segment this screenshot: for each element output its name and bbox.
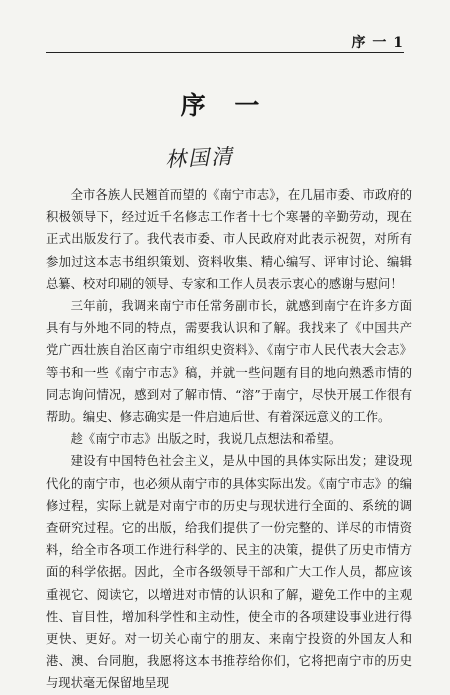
paragraph: 全市各族人民翘首而望的《南宁市志》，在几届市委、市政府的积极领导下，经过近千名修志工作者十七个寒暑的辛勤劳动，现在正式出版发行了。我代表市委、市人民政府对此表示祝贺，对所有参加过这本志书组织策划、资料收集、精心编写、评审讨论、编辑总纂、校对印刷的领导、专家和工作人员表示衷心的感谢与慰问！: [46, 188, 412, 291]
body-text: [46, 184, 412, 695]
paragraph: 三年前，我调来南宁市任常务副市长，就感到南宁在许多方面具有与外地不同的特点，需要我认识和了解。我找来了《中国共产党广西壮族自治区南宁市组织史资料》、《南宁市人民代表大会志》等书和一些《南宁市志》稿，并就一些问题有目的地向熟悉市情的同志询问情况，感到对了解市情、“溶”于南宁，尽快开展工作很有帮助。编史、修志确实是一件启迪后世、有着深远意义的工作。: [46, 299, 412, 425]
paragraph: 趁《南宁市志》出版之时，我说几点想法和希望。: [70, 432, 342, 447]
page-header: [46, 30, 404, 53]
page-title: 序 一: [180, 91, 270, 120]
running-head: 序 一 1: [351, 35, 404, 51]
author-signature: 林国清: [164, 144, 235, 172]
paragraph: 建设有中国特色社会主义，是从中国的具体实际出发；建设现代化的南宁市，也必须从南宁市的具体实际出发。《南宁市志》的编修过程，实际上就是对南宁市的历史与现状进行全面的、系统的调查研究过程。它的出版，给我们提供了一份完整的、详尽的市情资料，给全市各项工作进行科学的、民主的决策，提供了历史市情方面的科学依据。因此，全市各级领导干部和广大工作人员，都应该重视它、阅读它，以增进对市情的认识和了解，避免工作中的主观性、盲目性，增加科学性和主动性，使全市的各项建设事业进行得更快、更好。对一切关心南宁的朋友、来南宁投资的外国友人和港、澳、台同胞，我愿将这本书推荐给你们，它将把南宁市的历史与现状毫无保留地呈现: [46, 454, 412, 691]
